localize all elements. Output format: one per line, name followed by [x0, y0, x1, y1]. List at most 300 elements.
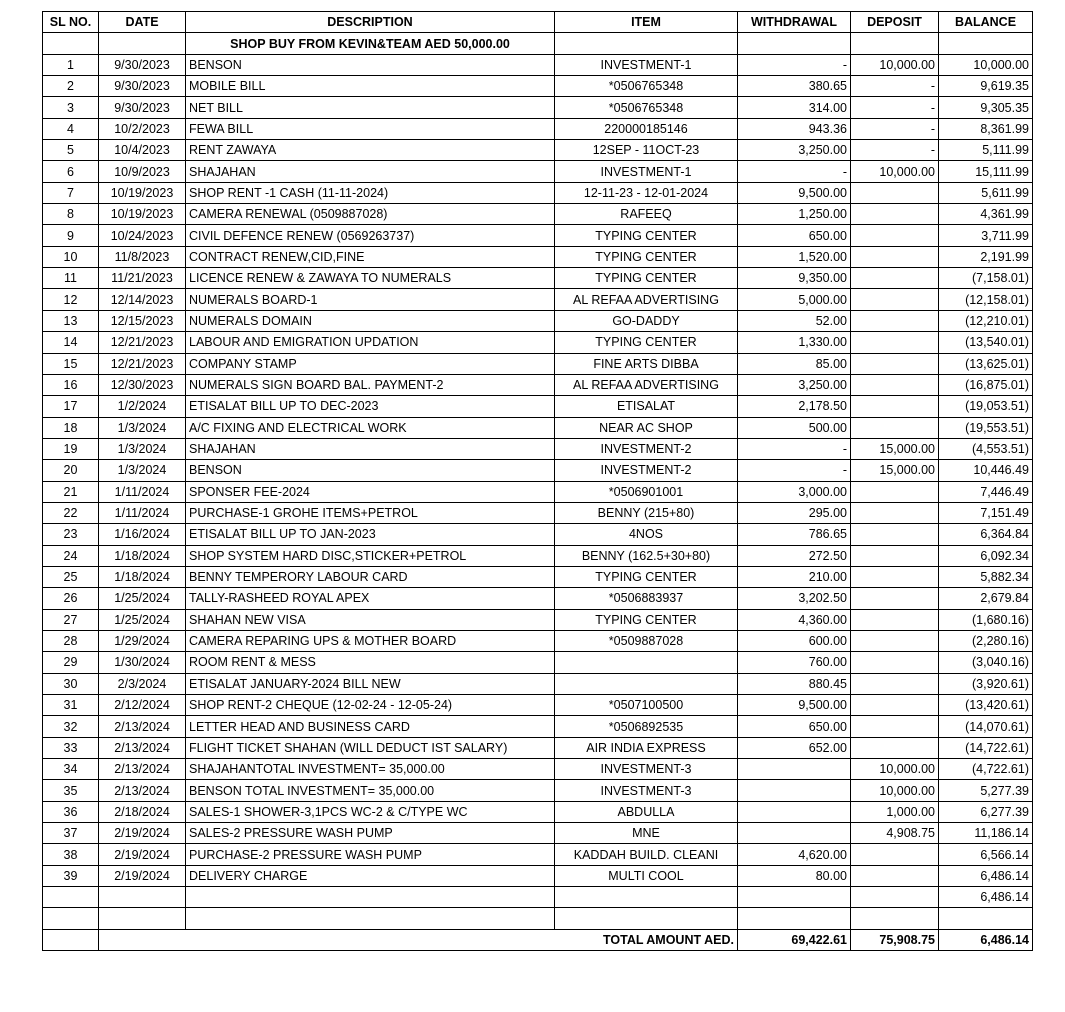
total-row	[43, 929, 1033, 950]
cell-description: CIVIL DEFENCE RENEW (0569263737)	[186, 225, 555, 246]
cell-balance: 8,361.99	[939, 118, 1033, 139]
cell-date	[99, 908, 186, 929]
table-row	[43, 76, 1033, 97]
cell-item: INVESTMENT-1	[555, 54, 738, 75]
cell-sl-no: 4	[43, 118, 99, 139]
table-row	[43, 225, 1033, 246]
cell-withdrawal: 600.00	[738, 630, 851, 651]
cell-date: 1/3/2024	[99, 460, 186, 481]
cell-balance: 6,486.14	[939, 887, 1033, 908]
cell-date: 9/30/2023	[99, 76, 186, 97]
header-item: ITEM	[555, 12, 738, 33]
table-row	[43, 865, 1033, 886]
cell-description: SALES-2 PRESSURE WASH PUMP	[186, 823, 555, 844]
table-row	[43, 609, 1033, 630]
table-row	[43, 374, 1033, 395]
cell-sl-no: 37	[43, 823, 99, 844]
cell-item: INVESTMENT-2	[555, 460, 738, 481]
cell-sl-no: 26	[43, 588, 99, 609]
opening-note: SHOP BUY FROM KEVIN&TEAM AED 50,000.00	[186, 33, 555, 54]
cell-deposit	[851, 844, 939, 865]
cell-sl-no: 10	[43, 246, 99, 267]
cell-date: 10/19/2023	[99, 204, 186, 225]
table-row	[43, 332, 1033, 353]
cell-deposit	[851, 908, 939, 929]
cell-balance: (19,053.51)	[939, 396, 1033, 417]
cell-deposit: 1,000.00	[851, 801, 939, 822]
cell-sl-no: 13	[43, 310, 99, 331]
table-row	[43, 246, 1033, 267]
cell-balance: 9,619.35	[939, 76, 1033, 97]
cell-date: 12/21/2023	[99, 353, 186, 374]
table-row	[43, 54, 1033, 75]
cell-date: 10/19/2023	[99, 182, 186, 203]
cell-withdrawal: 5,000.00	[738, 289, 851, 310]
cell-withdrawal: 80.00	[738, 865, 851, 886]
table-row	[43, 908, 1033, 929]
cell-description: LICENCE RENEW & ZAWAYA TO NUMERALS	[186, 268, 555, 289]
cell-description: SHOP RENT -1 CASH (11-11-2024)	[186, 182, 555, 203]
cell-item: *0506883937	[555, 588, 738, 609]
cell-description: ETISALAT BILL UP TO DEC-2023	[186, 396, 555, 417]
table-row	[43, 673, 1033, 694]
cell-deposit	[851, 396, 939, 417]
cell-date: 1/29/2024	[99, 630, 186, 651]
cell-balance: (12,158.01)	[939, 289, 1033, 310]
cell-sl-no: 8	[43, 204, 99, 225]
cell-item: *0506765348	[555, 97, 738, 118]
cell-sl-no: 7	[43, 182, 99, 203]
cell-item: AIR INDIA EXPRESS	[555, 737, 738, 758]
cell-withdrawal: -	[738, 438, 851, 459]
table-row	[43, 268, 1033, 289]
cell-deposit: -	[851, 76, 939, 97]
cell-balance: (7,158.01)	[939, 268, 1033, 289]
cell-description: FEWA BILL	[186, 118, 555, 139]
cell-item: BENNY (215+80)	[555, 502, 738, 523]
cell-deposit	[851, 673, 939, 694]
cell-balance: (19,553.51)	[939, 417, 1033, 438]
cell-sl-no: 23	[43, 524, 99, 545]
cell-balance: 10,446.49	[939, 460, 1033, 481]
cell-balance: 6,277.39	[939, 801, 1033, 822]
cell-date: 10/24/2023	[99, 225, 186, 246]
cell-balance: 11,186.14	[939, 823, 1033, 844]
total-label: TOTAL AMOUNT AED.	[99, 929, 738, 950]
cell-withdrawal	[738, 887, 851, 908]
cell-sl-no: 5	[43, 140, 99, 161]
cell-withdrawal: 880.45	[738, 673, 851, 694]
cell-item: MNE	[555, 823, 738, 844]
cell-withdrawal: 4,620.00	[738, 844, 851, 865]
cell-balance: (2,280.16)	[939, 630, 1033, 651]
cell-deposit	[851, 630, 939, 651]
cell-sl-no: 34	[43, 759, 99, 780]
cell-item: FINE ARTS DIBBA	[555, 353, 738, 374]
cell-balance: 7,446.49	[939, 481, 1033, 502]
cell-deposit	[851, 225, 939, 246]
cell-sl-no: 18	[43, 417, 99, 438]
cell-item: TYPING CENTER	[555, 609, 738, 630]
cell-date: 10/4/2023	[99, 140, 186, 161]
cell-balance: (13,540.01)	[939, 332, 1033, 353]
cell-sl-no	[43, 908, 99, 929]
cell-deposit: -	[851, 97, 939, 118]
cell-date: 12/15/2023	[99, 310, 186, 331]
cell-deposit	[851, 737, 939, 758]
cell-deposit: 10,000.00	[851, 54, 939, 75]
cell-balance: (14,070.61)	[939, 716, 1033, 737]
cell-date: 1/2/2024	[99, 396, 186, 417]
cell-item: INVESTMENT-3	[555, 759, 738, 780]
cell-date: 2/13/2024	[99, 716, 186, 737]
cell-date: 2/13/2024	[99, 780, 186, 801]
header-sl-no: SL NO.	[43, 12, 99, 33]
cell-deposit: -	[851, 140, 939, 161]
cell-item: INVESTMENT-2	[555, 438, 738, 459]
cell-description: SHAJAHAN	[186, 438, 555, 459]
cell-withdrawal: 943.36	[738, 118, 851, 139]
cell-sl-no: 12	[43, 289, 99, 310]
cell-deposit	[851, 204, 939, 225]
cell-deposit	[851, 524, 939, 545]
cell-withdrawal: 85.00	[738, 353, 851, 374]
table-row	[43, 823, 1033, 844]
cell-withdrawal	[738, 780, 851, 801]
table-row	[43, 759, 1033, 780]
cell-date	[99, 887, 186, 908]
cell-item: GO-DADDY	[555, 310, 738, 331]
cell-withdrawal: 52.00	[738, 310, 851, 331]
cell-withdrawal: 4,360.00	[738, 609, 851, 630]
cell-item: ETISALAT	[555, 396, 738, 417]
header-deposit: DEPOSIT	[851, 12, 939, 33]
cell-date: 12/14/2023	[99, 289, 186, 310]
cell-withdrawal: 3,202.50	[738, 588, 851, 609]
opening-note-row	[43, 33, 1033, 54]
cell-item: INVESTMENT-1	[555, 161, 738, 182]
cell-description	[186, 887, 555, 908]
cell-description: SHAJAHAN	[186, 161, 555, 182]
table-row	[43, 396, 1033, 417]
cell-sl-no: 6	[43, 161, 99, 182]
cell-deposit: 15,000.00	[851, 460, 939, 481]
table-row	[43, 289, 1033, 310]
cell-withdrawal: 760.00	[738, 652, 851, 673]
cell-deposit	[851, 695, 939, 716]
cell-balance: 6,364.84	[939, 524, 1033, 545]
cell-item: ABDULLA	[555, 801, 738, 822]
cell-deposit	[851, 417, 939, 438]
table-row	[43, 118, 1033, 139]
cell-description: BENNY TEMPERORY LABOUR CARD	[186, 566, 555, 587]
cell-date: 2/13/2024	[99, 759, 186, 780]
cell-item: MULTI COOL	[555, 865, 738, 886]
cell-description	[186, 908, 555, 929]
cell-balance: 15,111.99	[939, 161, 1033, 182]
cell-description: CAMERA RENEWAL (0509887028)	[186, 204, 555, 225]
cell-sl-no	[43, 887, 99, 908]
cell-description: CONTRACT RENEW,CID,FINE	[186, 246, 555, 267]
table-row	[43, 695, 1033, 716]
cell-description: SPONSER FEE-2024	[186, 481, 555, 502]
cell-item: RAFEEQ	[555, 204, 738, 225]
cell-sl-no: 29	[43, 652, 99, 673]
cell-item: 220000185146	[555, 118, 738, 139]
cell-deposit	[851, 566, 939, 587]
cell-item: KADDAH BUILD. CLEANI	[555, 844, 738, 865]
table-row	[43, 566, 1033, 587]
cell-description: CAMERA REPARING UPS & MOTHER BOARD	[186, 630, 555, 651]
table-row	[43, 481, 1033, 502]
cell-balance: (13,420.61)	[939, 695, 1033, 716]
cell-date: 2/13/2024	[99, 737, 186, 758]
cell-deposit	[851, 716, 939, 737]
cell-balance: 5,111.99	[939, 140, 1033, 161]
cell-deposit	[851, 289, 939, 310]
cell-item: *0506765348	[555, 76, 738, 97]
cell-sl-no: 15	[43, 353, 99, 374]
cell-deposit	[851, 332, 939, 353]
cell-description: SHAJAHANTOTAL INVESTMENT= 35,000.00	[186, 759, 555, 780]
cell-description: LETTER HEAD AND BUSINESS CARD	[186, 716, 555, 737]
cell-deposit	[851, 502, 939, 523]
cell-description: SHAHAN NEW VISA	[186, 609, 555, 630]
cell-deposit	[851, 652, 939, 673]
cell-item: *0509887028	[555, 630, 738, 651]
cell-description: PURCHASE-1 GROHE ITEMS+PETROL	[186, 502, 555, 523]
cell-date: 1/18/2024	[99, 545, 186, 566]
cell-date: 2/3/2024	[99, 673, 186, 694]
cell-withdrawal: 650.00	[738, 716, 851, 737]
cell-withdrawal: 210.00	[738, 566, 851, 587]
table-row	[43, 204, 1033, 225]
cell-description: DELIVERY CHARGE	[186, 865, 555, 886]
header-balance: BALANCE	[939, 12, 1033, 33]
cell-withdrawal: -	[738, 161, 851, 182]
cell-description: BENSON	[186, 54, 555, 75]
cell-date: 1/3/2024	[99, 417, 186, 438]
cell-description: BENSON	[186, 460, 555, 481]
cell-sl-no: 22	[43, 502, 99, 523]
cell-date: 1/11/2024	[99, 502, 186, 523]
cell-withdrawal	[738, 759, 851, 780]
header-date: DATE	[99, 12, 186, 33]
cell-date: 11/8/2023	[99, 246, 186, 267]
cell-description: NUMERALS SIGN BOARD BAL. PAYMENT-2	[186, 374, 555, 395]
cell-item: BENNY (162.5+30+80)	[555, 545, 738, 566]
cell-item: *0507100500	[555, 695, 738, 716]
cell-sl-no: 36	[43, 801, 99, 822]
cell-withdrawal: 650.00	[738, 225, 851, 246]
cell-description: MOBILE BILL	[186, 76, 555, 97]
cell-balance	[939, 908, 1033, 929]
cell-withdrawal: 9,350.00	[738, 268, 851, 289]
total-balance: 6,486.14	[939, 929, 1033, 950]
cell-sl-no: 2	[43, 76, 99, 97]
cell-balance: 3,711.99	[939, 225, 1033, 246]
cell-description: ETISALAT BILL UP TO JAN-2023	[186, 524, 555, 545]
cell-withdrawal: 295.00	[738, 502, 851, 523]
cell-withdrawal: 380.65	[738, 76, 851, 97]
cell-item: TYPING CENTER	[555, 246, 738, 267]
cell-date: 1/25/2024	[99, 609, 186, 630]
cell-withdrawal: 1,330.00	[738, 332, 851, 353]
cell-deposit	[851, 353, 939, 374]
cell-balance: (4,722.61)	[939, 759, 1033, 780]
cell-sl-no: 25	[43, 566, 99, 587]
table-row	[43, 652, 1033, 673]
cell-description: SHOP SYSTEM HARD DISC,STICKER+PETROL	[186, 545, 555, 566]
table-row	[43, 310, 1033, 331]
cell-deposit	[851, 310, 939, 331]
cell-date: 12/21/2023	[99, 332, 186, 353]
cell-item: 12-11-23 - 12-01-2024	[555, 182, 738, 203]
cell-withdrawal: 3,250.00	[738, 374, 851, 395]
table-row	[43, 417, 1033, 438]
cell-description: FLIGHT TICKET SHAHAN (WILL DEDUCT IST SALARY)	[186, 737, 555, 758]
cell-date: 9/30/2023	[99, 54, 186, 75]
cell-deposit	[851, 887, 939, 908]
cell-sl-no: 28	[43, 630, 99, 651]
cell-balance: (13,625.01)	[939, 353, 1033, 374]
cell-description: PURCHASE-2 PRESSURE WASH PUMP	[186, 844, 555, 865]
cell-date: 1/3/2024	[99, 438, 186, 459]
cell-balance: 5,882.34	[939, 566, 1033, 587]
header-description: DESCRIPTION	[186, 12, 555, 33]
cell-item: *0506901001	[555, 481, 738, 502]
cell-balance: 10,000.00	[939, 54, 1033, 75]
cell-sl-no: 24	[43, 545, 99, 566]
cell-balance: 5,611.99	[939, 182, 1033, 203]
table-row	[43, 737, 1033, 758]
total-withdrawal: 69,422.61	[738, 929, 851, 950]
cell-item: 12SEP - 11OCT-23	[555, 140, 738, 161]
cell-sl-no: 14	[43, 332, 99, 353]
table-row	[43, 844, 1033, 865]
cell-withdrawal: 1,520.00	[738, 246, 851, 267]
cell-sl-no: 9	[43, 225, 99, 246]
cell-balance: 5,277.39	[939, 780, 1033, 801]
cell-description: NUMERALS BOARD-1	[186, 289, 555, 310]
cell-sl-no: 1	[43, 54, 99, 75]
cell-sl-no: 16	[43, 374, 99, 395]
table-row	[43, 438, 1033, 459]
cell-balance: 6,566.14	[939, 844, 1033, 865]
cell-sl-no: 38	[43, 844, 99, 865]
table-row	[43, 353, 1033, 374]
cell-description: COMPANY STAMP	[186, 353, 555, 374]
table-row	[43, 140, 1033, 161]
cell-description: BENSON TOTAL INVESTMENT= 35,000.00	[186, 780, 555, 801]
cell-balance: 7,151.49	[939, 502, 1033, 523]
cell-sl-no: 32	[43, 716, 99, 737]
cell-sl-no: 17	[43, 396, 99, 417]
table-row	[43, 97, 1033, 118]
cell-deposit	[851, 609, 939, 630]
cell-item: TYPING CENTER	[555, 332, 738, 353]
cell-item	[555, 908, 738, 929]
cell-description: ETISALAT JANUARY-2024 BILL NEW	[186, 673, 555, 694]
ledger-body	[43, 33, 1033, 929]
cell-description: NET BILL	[186, 97, 555, 118]
cell-balance: 6,486.14	[939, 865, 1033, 886]
cell-balance: 2,679.84	[939, 588, 1033, 609]
cell-withdrawal: 1,250.00	[738, 204, 851, 225]
cell-sl-no: 39	[43, 865, 99, 886]
cell-withdrawal: 272.50	[738, 545, 851, 566]
cell-balance: (1,680.16)	[939, 609, 1033, 630]
cell-item	[555, 673, 738, 694]
cell-sl-no: 30	[43, 673, 99, 694]
cell-withdrawal	[738, 908, 851, 929]
cell-balance: (3,920.61)	[939, 673, 1033, 694]
cell-item: INVESTMENT-3	[555, 780, 738, 801]
cell-description: SHOP RENT-2 CHEQUE (12-02-24 - 12-05-24)	[186, 695, 555, 716]
cell-description: SALES-1 SHOWER-3,1PCS WC-2 & C/TYPE WC	[186, 801, 555, 822]
cell-withdrawal	[738, 801, 851, 822]
cell-withdrawal: -	[738, 460, 851, 481]
cell-deposit	[851, 182, 939, 203]
cell-date: 1/18/2024	[99, 566, 186, 587]
table-row	[43, 887, 1033, 908]
table-row	[43, 502, 1033, 523]
cell-deposit	[851, 865, 939, 886]
cell-withdrawal: 9,500.00	[738, 695, 851, 716]
table-row	[43, 780, 1033, 801]
cell-deposit	[851, 481, 939, 502]
table-row	[43, 460, 1033, 481]
cell-item: TYPING CENTER	[555, 225, 738, 246]
cell-description: A/C FIXING AND ELECTRICAL WORK	[186, 417, 555, 438]
cell-withdrawal: -	[738, 54, 851, 75]
cell-withdrawal: 3,000.00	[738, 481, 851, 502]
cell-date: 12/30/2023	[99, 374, 186, 395]
cell-deposit	[851, 588, 939, 609]
table-row	[43, 630, 1033, 651]
cell-balance: (14,722.61)	[939, 737, 1033, 758]
cell-balance: 6,092.34	[939, 545, 1033, 566]
cell-item: 4NOS	[555, 524, 738, 545]
cell-item: TYPING CENTER	[555, 566, 738, 587]
cell-item: *0506892535	[555, 716, 738, 737]
cell-withdrawal	[738, 823, 851, 844]
cell-deposit	[851, 374, 939, 395]
header-row	[43, 12, 1033, 33]
cell-item: AL REFAA ADVERTISING	[555, 289, 738, 310]
cell-description: ROOM RENT & MESS	[186, 652, 555, 673]
cell-deposit: 10,000.00	[851, 759, 939, 780]
cell-sl-no: 21	[43, 481, 99, 502]
cell-withdrawal: 786.65	[738, 524, 851, 545]
cell-date: 10/9/2023	[99, 161, 186, 182]
cell-date: 2/18/2024	[99, 801, 186, 822]
cell-balance: (3,040.16)	[939, 652, 1033, 673]
cell-withdrawal: 652.00	[738, 737, 851, 758]
table-row	[43, 801, 1033, 822]
cell-item	[555, 887, 738, 908]
cell-description: NUMERALS DOMAIN	[186, 310, 555, 331]
cell-sl-no: 33	[43, 737, 99, 758]
cell-date: 10/2/2023	[99, 118, 186, 139]
cell-balance: 4,361.99	[939, 204, 1033, 225]
table-row	[43, 524, 1033, 545]
cell-withdrawal: 9,500.00	[738, 182, 851, 203]
cell-item: AL REFAA ADVERTISING	[555, 374, 738, 395]
header-withdrawal: WITHDRAWAL	[738, 12, 851, 33]
cell-date: 1/25/2024	[99, 588, 186, 609]
ledger-table	[42, 11, 1033, 951]
